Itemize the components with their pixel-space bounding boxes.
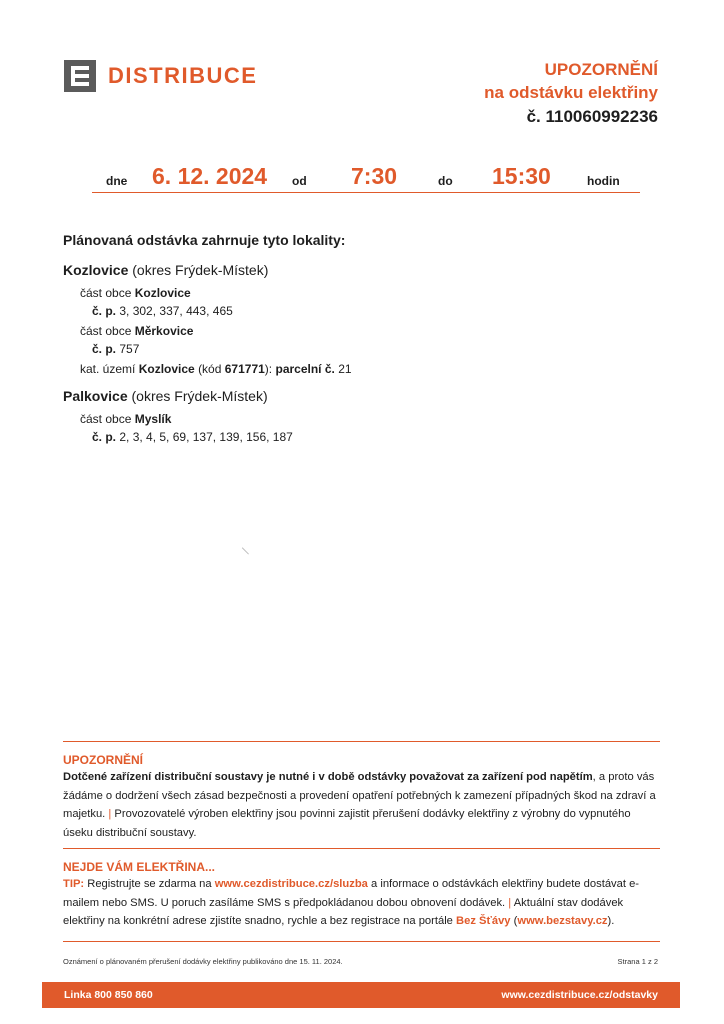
title-upozorneni: UPOZORNĚNÍ	[544, 60, 658, 79]
part-prefix: část obce	[80, 324, 132, 338]
outage-start-time: 7:30	[351, 163, 398, 189]
house-numbers	[92, 340, 663, 358]
hours-label: hodin	[587, 174, 620, 188]
from-label: od	[292, 174, 307, 188]
town-heading	[63, 262, 663, 278]
part-name: Myslík	[134, 412, 172, 426]
kat-code-suffix: ):	[264, 362, 273, 376]
warning-bold-text: Dotčené zařízení distribuční soustavy je nutné i v době odstávky považovat za zařízení pod napětím	[63, 771, 593, 783]
tip-paren-close: ).	[607, 915, 615, 927]
municipality-part	[80, 284, 663, 302]
municipality-part	[80, 410, 663, 428]
town-name: Palkovice	[63, 388, 128, 404]
part-name: Měrkovice	[134, 324, 194, 338]
publication-note: Oznámení o plánovaném přerušení dodávky elektřiny publikováno dne 15. 11. 2024.	[63, 957, 343, 966]
cp-numbers: 2, 3, 4, 5, 69, 137, 139, 156, 187	[119, 430, 293, 444]
warning-title: UPOZORNĚNÍ	[63, 753, 144, 767]
kat-prefix: kat. území	[80, 362, 136, 376]
affected-locations	[63, 232, 663, 448]
separator: |	[108, 808, 112, 820]
town-heading	[63, 388, 663, 404]
tip-paren-open: (	[513, 915, 518, 927]
tip-text	[63, 875, 663, 931]
part-prefix: část obce	[80, 412, 132, 426]
notice-title	[484, 58, 658, 130]
registration-link[interactable]: www.cezdistribuce.cz/sluzba	[214, 878, 368, 890]
cez-distribuce-logo	[64, 60, 257, 92]
bez-stavy-link[interactable]: Bez Šťávy	[456, 915, 511, 927]
cp-numbers: 757	[119, 342, 140, 356]
pen-mark: /	[238, 546, 253, 556]
house-numbers	[92, 302, 663, 320]
cadastral-area	[80, 360, 663, 378]
part-prefix: část obce	[80, 286, 132, 300]
tip-label: TIP:	[63, 878, 85, 890]
brand-name: DISTRIBUCE	[108, 63, 258, 88]
town-name: Kozlovice	[63, 262, 129, 278]
divider	[63, 848, 660, 849]
cp-numbers: 3, 302, 337, 443, 465	[119, 304, 233, 318]
kat-name: Kozlovice	[138, 362, 195, 376]
cez-logo-icon	[64, 60, 96, 92]
date-label: dne	[106, 174, 128, 188]
town-district: (okres Frýdek-Místek)	[132, 262, 269, 278]
divider	[63, 941, 660, 942]
kat-code-prefix: (kód	[198, 362, 222, 376]
municipality-part	[80, 322, 663, 340]
tip-title: NEJDE VÁM ELEKTŘINA...	[63, 860, 216, 874]
to-label: do	[438, 174, 453, 188]
tip-text-2: a informace o odstávkách elektřiny budete dostávat e-mailem nebo SMS. U poruch zasíláme SMS s předpokládanou dobou obnovení dodávek.	[63, 878, 640, 909]
warning-text	[63, 768, 663, 842]
footer-bar	[42, 982, 680, 1008]
locations-intro: Plánovaná odstávka zahrnuje tyto lokality:	[63, 232, 346, 248]
bezstavy-url-link[interactable]: www.bezstavy.cz	[517, 915, 608, 927]
outage-end-time: 15:30	[492, 163, 551, 189]
outage-date: 6. 12. 2024	[152, 163, 268, 189]
tip-text-1: Registrujte se zdarma na	[87, 878, 212, 890]
warning-text-2: Provozovatelé výroben elektřiny jsou povinni zajistit přerušení dodávky elektřiny z výrobny do vypnutého úseku distribuční soustavy.	[63, 808, 631, 839]
house-numbers	[92, 428, 663, 446]
outages-url[interactable]: www.cezdistribuce.cz/odstavky	[501, 989, 658, 1001]
separator: |	[508, 896, 512, 909]
tip-text-3: Aktuální stav dodávek elektřiny na konkrétní adrese zjistíte snadno, rychle a bez registrace na portále	[63, 896, 624, 927]
outage-schedule	[92, 160, 640, 193]
notice-number: č. 110060992236	[526, 107, 658, 126]
parcel-number: 21	[338, 362, 352, 376]
hotline-phone[interactable]: Linka 800 850 860	[64, 989, 153, 1001]
cp-label: č. p.	[92, 304, 117, 318]
divider	[63, 741, 660, 742]
title-subtitle: na odstávku elektřiny	[484, 83, 658, 102]
parcel-label: parcelní č.	[275, 362, 335, 376]
cp-label: č. p.	[92, 430, 117, 444]
warning-text-1: , a proto vás žádáme o dodržení všech zásad bezpečnosti a provedení opatření potřebných k zamezení případných škod na zdraví a majetku.	[63, 771, 656, 820]
cp-label: č. p.	[92, 342, 117, 356]
kat-code: 671771	[224, 362, 265, 376]
page-number: Strana 1 z 2	[617, 957, 658, 966]
part-name: Kozlovice	[134, 286, 191, 300]
town-district: (okres Frýdek-Místek)	[131, 388, 268, 404]
